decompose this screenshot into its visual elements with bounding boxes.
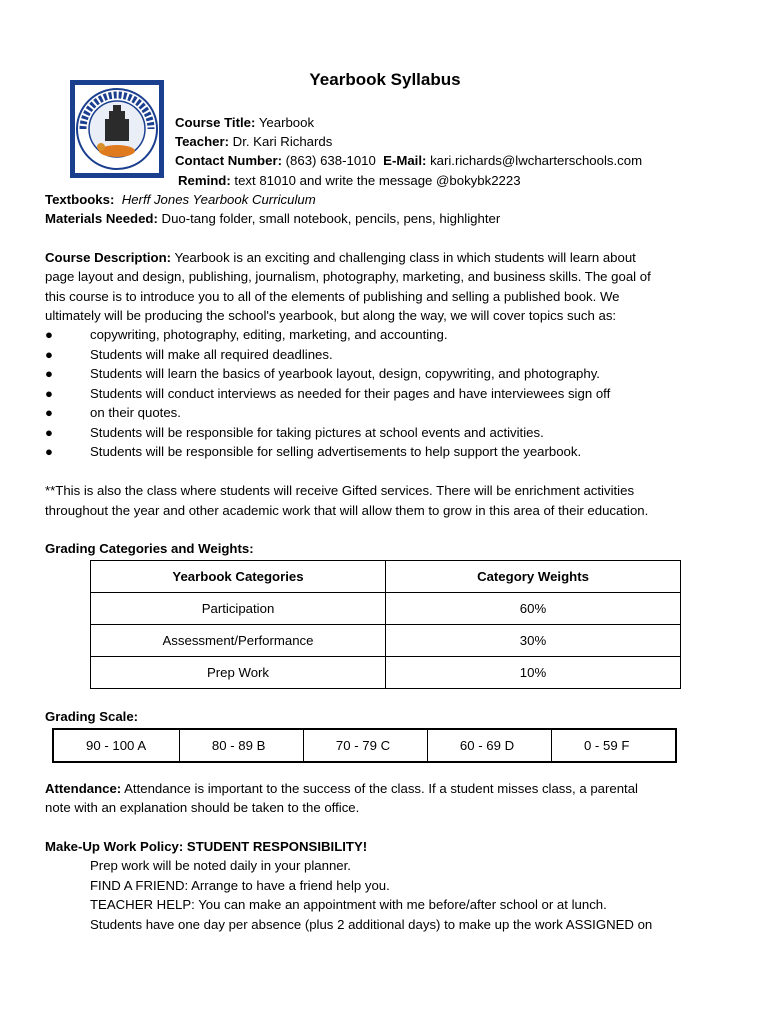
attendance-label: Attendance:: [45, 781, 122, 796]
table-header-row: [91, 561, 681, 593]
bullet-item: [45, 365, 600, 383]
contact-value: (863) 638-1010: [285, 153, 376, 168]
grading-scale-heading: Grading Scale:: [45, 709, 139, 724]
contact-label: Contact Number:: [175, 153, 282, 168]
bullet-text: Students will make all required deadlines.: [90, 347, 333, 362]
bullet-text: Students will be responsible for selling advertisements to help support the yearbook.: [90, 444, 582, 459]
contact-line: [175, 152, 642, 170]
description-text-1: Yearbook is an exciting and challenging class in which students will learn about: [174, 250, 636, 265]
bullet-item: [45, 404, 181, 422]
bullet-icon: ●: [45, 386, 53, 401]
materials-line: [45, 210, 500, 228]
textbooks-value: Herff Jones Yearbook Curriculum: [121, 192, 316, 207]
makeup-heading: Make-Up Work Policy: STUDENT RESPONSIBILITY!: [45, 839, 368, 854]
attendance-line-1: [45, 780, 638, 798]
scale-cell: 80 - 89 B: [179, 729, 303, 762]
table-row: [91, 625, 681, 657]
makeup-line: Prep work will be noted daily in your planner.: [90, 858, 351, 873]
scale-cell: 0 - 59 F: [551, 729, 676, 762]
description-line-2: page layout and design, publishing, journalism, photography, marketing, and business skills. The goal of: [45, 269, 651, 284]
bullet-text: Students will learn the basics of yearbook layout, design, copywriting, and photography.: [90, 366, 600, 381]
category-cell: Prep Work: [91, 657, 386, 689]
remind-value: text 81010 and write the message @bokybk2223: [234, 173, 521, 188]
grading-heading: Grading Categories and Weights:: [45, 541, 254, 556]
makeup-line: TEACHER HELP: You can make an appointment with me before/after school or at lunch.: [90, 897, 607, 912]
remind-line: [178, 172, 521, 190]
attendance-text-1: Attendance is important to the success of the class. If a student misses class, a parental: [124, 781, 638, 796]
description-label: Course Description:: [45, 250, 172, 265]
bullet-icon: ●: [45, 366, 53, 381]
bullet-icon: ●: [45, 347, 53, 362]
bullet-text: Students will be responsible for taking pictures at school events and activities.: [90, 425, 544, 440]
bullet-icon: ●: [45, 327, 53, 342]
scale-cell: 70 - 79 C: [303, 729, 427, 762]
scale-cell: 90 - 100 A: [53, 729, 179, 762]
description-line-1: [45, 249, 636, 267]
page-title: Yearbook Syllabus: [309, 70, 461, 89]
bullet-text: copywriting, photography, editing, marketing, and accounting.: [90, 327, 448, 342]
bullet-text: Students will conduct interviews as needed for their pages and have interviewees sign off: [90, 386, 611, 401]
weight-cell: 30%: [386, 625, 681, 657]
table-row: [53, 729, 676, 762]
weight-cell: 10%: [386, 657, 681, 689]
remind-label: Remind:: [178, 173, 231, 188]
grading-scale-table: [52, 728, 677, 763]
course-title-value: Yearbook: [258, 115, 315, 130]
email-link[interactable]: kari.richards@lwcharterschools.com: [430, 153, 643, 168]
category-cell: Participation: [91, 593, 386, 625]
bullet-item: [45, 385, 610, 403]
bullet-item: [45, 443, 581, 461]
bullet-text: on their quotes.: [90, 405, 181, 420]
textbooks-label: Textbooks:: [45, 192, 115, 207]
textbooks-line: [45, 191, 316, 209]
scale-cell: 60 - 69 D: [427, 729, 551, 762]
grading-categories-table: [90, 560, 681, 689]
school-seal-icon: [75, 85, 159, 173]
teacher-label: Teacher:: [175, 134, 229, 149]
bullet-item: [45, 424, 544, 442]
school-logo: [70, 80, 164, 178]
email-label: E-Mail:: [383, 153, 427, 168]
course-title-label: Course Title:: [175, 115, 256, 130]
gifted-line-2: throughout the year and other academic work that will allow them to grow in this area of their education.: [45, 503, 649, 518]
materials-value: Duo-tang folder, small notebook, pencils, pens, highlighter: [161, 211, 501, 226]
bullet-icon: ●: [45, 405, 53, 420]
gifted-line-1: **This is also the class where students will receive Gifted services. There will be enrichment activities: [45, 483, 635, 498]
bullet-item: [45, 326, 448, 344]
table-row: [91, 593, 681, 625]
attendance-line-2: note with an explanation should be taken to the office.: [45, 800, 360, 815]
bullet-icon: ●: [45, 444, 53, 459]
column-header-categories: Yearbook Categories: [91, 561, 386, 593]
teacher-value: Dr. Kari Richards: [232, 134, 333, 149]
course-title-line: [175, 114, 314, 132]
materials-label: Materials Needed:: [45, 211, 158, 226]
column-header-weights: Category Weights: [386, 561, 681, 593]
description-line-3: this course is to introduce you to all of the elements of publishing and selling a published book. We: [45, 289, 620, 304]
category-cell: Assessment/Performance: [91, 625, 386, 657]
weight-cell: 60%: [386, 593, 681, 625]
table-row: [91, 657, 681, 689]
bullet-icon: ●: [45, 425, 53, 440]
teacher-line: [175, 133, 332, 151]
makeup-line: FIND A FRIEND: Arrange to have a friend help you.: [90, 878, 390, 893]
makeup-line: Students have one day per absence (plus 2 additional days) to make up the work ASSIGNED on: [90, 917, 653, 932]
description-line-4: ultimately will be producing the school's yearbook, but along the way, we will cover topics such as:: [45, 308, 617, 323]
bullet-item: [45, 346, 333, 364]
